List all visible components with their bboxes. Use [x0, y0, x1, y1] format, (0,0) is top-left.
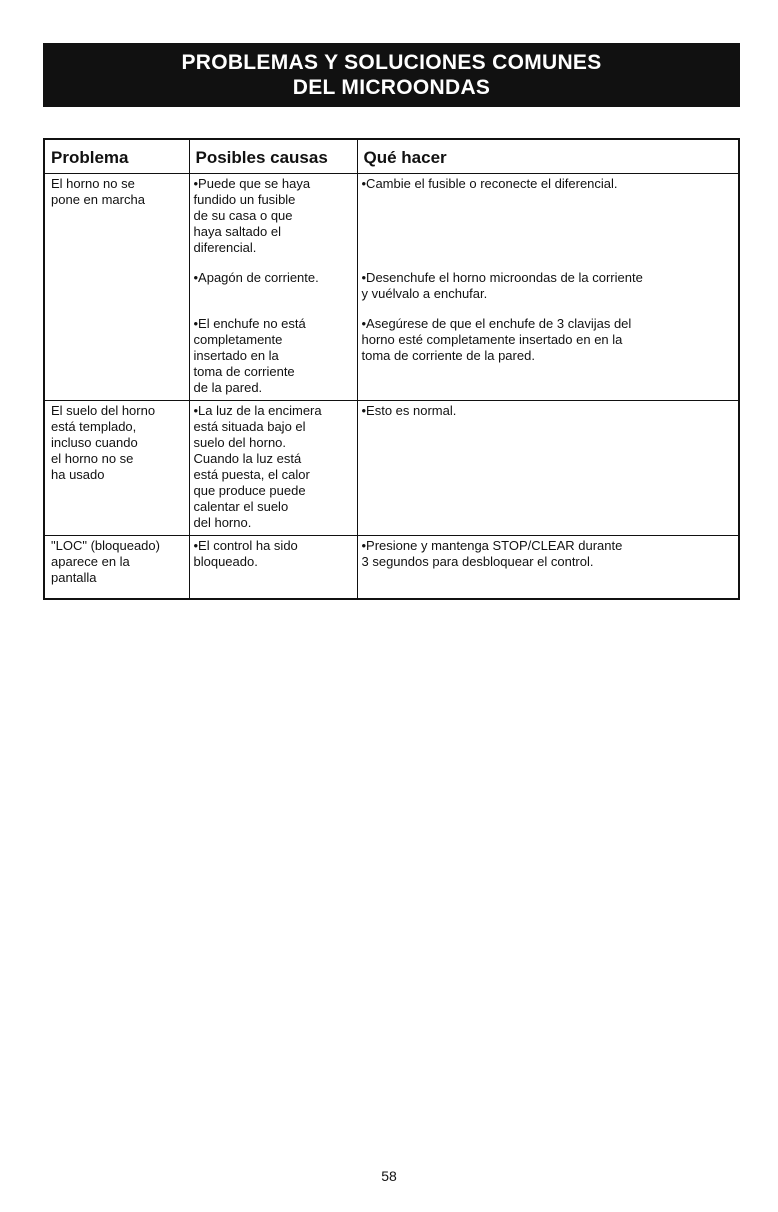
problem-cell: El horno no se pone en marcha	[44, 174, 189, 401]
cause-cell: •Puede que se haya fundido un fusible de su casa o que haya saltado el diferencial.	[189, 174, 357, 261]
cause-cell: •El control ha sido bloqueado.	[189, 536, 357, 600]
action-cell: •Cambie el fusible o reconecte el diferencial.	[357, 174, 739, 261]
header-action: Qué hacer	[357, 139, 739, 174]
table-row	[44, 401, 739, 536]
header-causes: Posibles causas	[189, 139, 357, 174]
header-problem: Problema	[44, 139, 189, 174]
action-cell: •Desenchufe el horno microondas de la corriente y vuélvalo a enchufar.	[357, 260, 739, 306]
cause-cell: •El enchufe no está completamente insertado en la toma de corriente de la pared.	[189, 306, 357, 401]
action-cell: •Asegúrese de que el enchufe de 3 clavijas del horno esté completamente insertado en en la toma de corriente de la pared.	[357, 306, 739, 401]
cause-cell: •La luz de la encimera está situada bajo el suelo del horno. Cuando la luz está está puesta, el calor que produce puede calentar el suelo del horno.	[189, 401, 357, 536]
title-line-2: DEL MICROONDAS	[292, 76, 491, 99]
cause-cell: •Apagón de corriente.	[189, 260, 357, 306]
table-row	[44, 536, 739, 600]
problem-cell: El suelo del horno está templado, incluso cuando el horno no se ha usado	[44, 401, 189, 536]
page-number: 58	[381, 1168, 397, 1184]
troubleshooting-table	[43, 138, 740, 600]
action-cell: •Presione y mantenga STOP/CLEAR durante 3 segundos para desbloquear el control.	[357, 536, 739, 600]
table-row	[44, 174, 739, 261]
title-line-1: PROBLEMAS Y SOLUCIONES COMUNES	[181, 51, 602, 74]
action-cell: •Esto es normal.	[357, 401, 739, 536]
table-header-row	[44, 139, 739, 174]
problem-cell: "LOC" (bloqueado) aparece en la pantalla	[44, 536, 189, 600]
page-title-banner	[43, 43, 740, 107]
